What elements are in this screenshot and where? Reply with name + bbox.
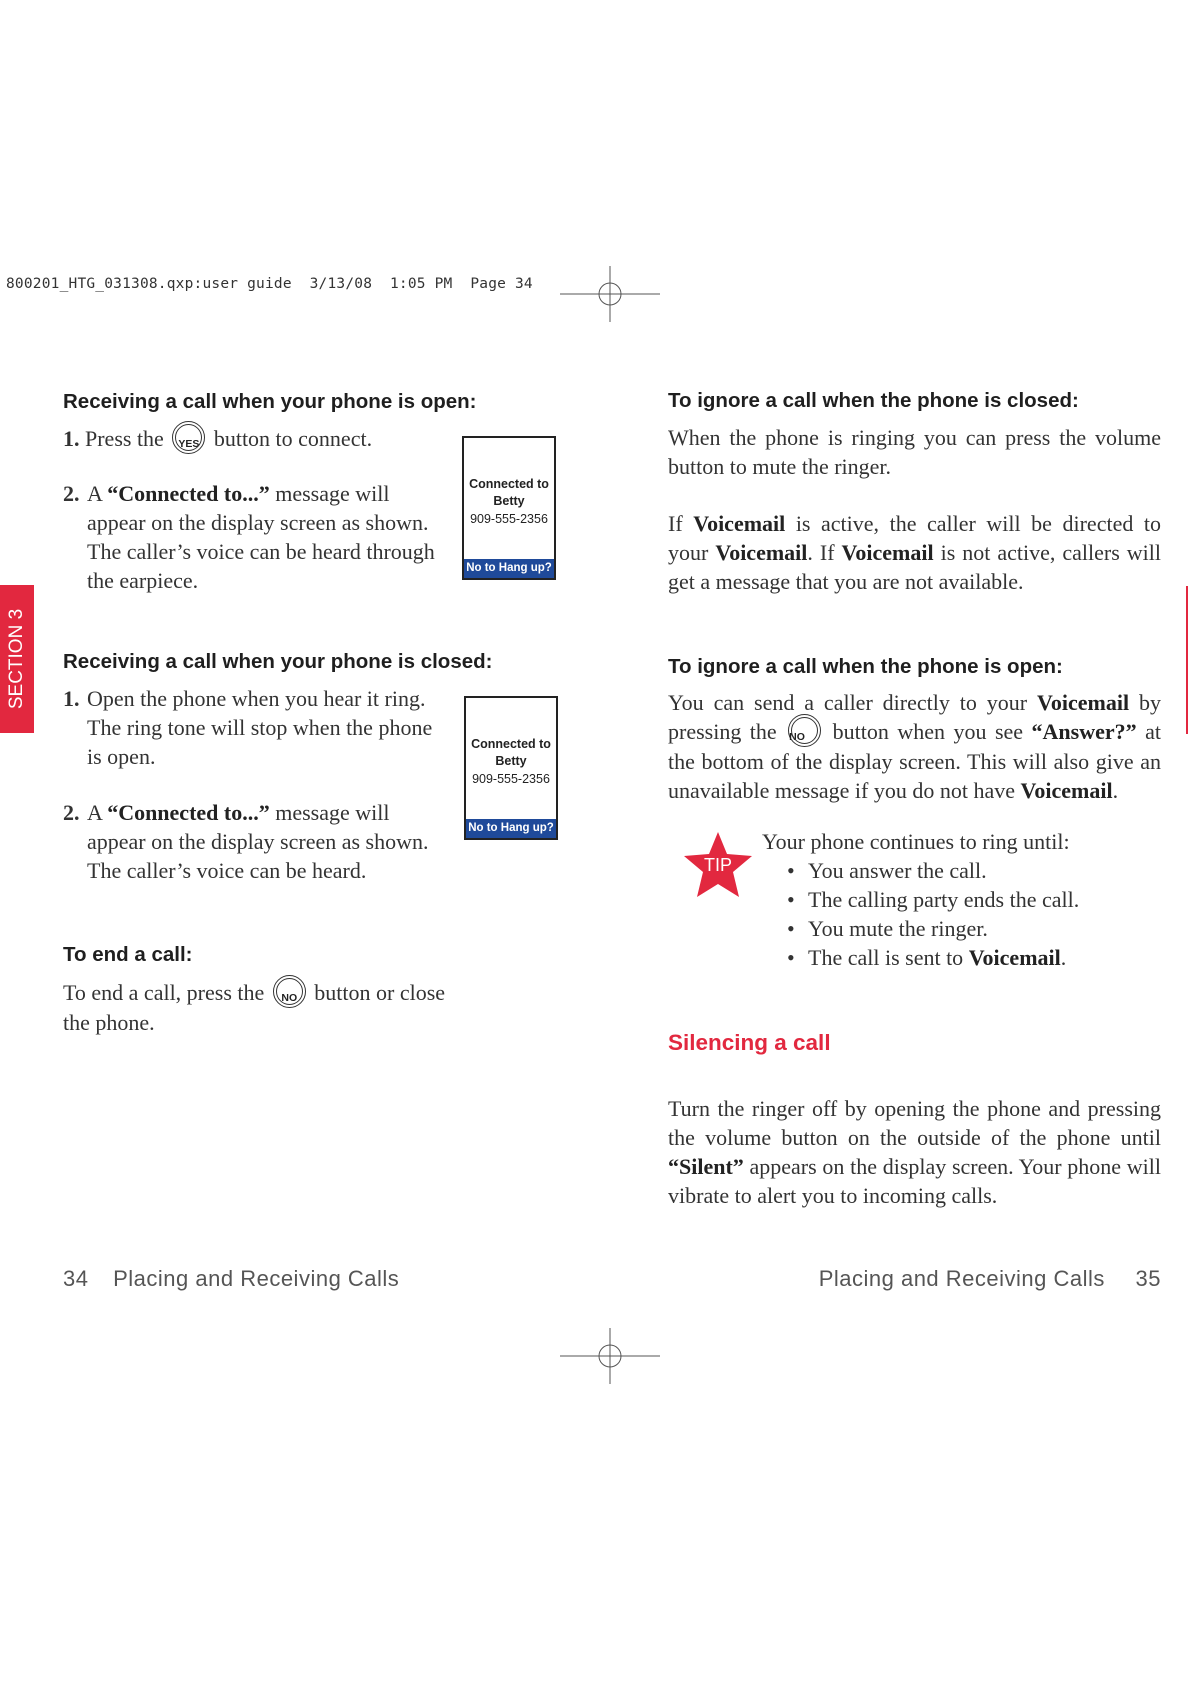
edge-rule <box>1186 586 1188 734</box>
list-item: • You mute the ringer. <box>784 914 1162 943</box>
closed-step-1: 1. Open the phone when you hear it ring. The ring tone will stop when the phone is open. <box>63 686 433 769</box>
no-button-icon: NO <box>788 714 821 747</box>
heading-receive-closed: Receiving a call when your phone is closed: <box>63 650 493 673</box>
tip-box <box>762 827 1162 972</box>
heading-receive-open: Receiving a call when your phone is open: <box>63 390 477 413</box>
footer-left <box>63 1266 399 1292</box>
open-step-2: 2. A “Connected to...” message will appear on the display screen as shown. The caller’s voice can be heard through the earpiece. <box>63 481 435 593</box>
footer-title-left: Placing and Receiving Calls <box>113 1266 400 1291</box>
footer-right <box>819 1266 1161 1292</box>
tip-badge-label: TIP <box>703 855 732 875</box>
list-item: • The call is sent to Voicemail. <box>784 943 1162 972</box>
end-call-text: To end a call, press the NO button or close the phone. <box>63 978 473 1037</box>
heading-silencing: Silencing a call <box>668 1030 831 1055</box>
list-item: • The calling party ends the call. <box>784 885 1162 914</box>
no-button-icon: NO <box>273 975 306 1008</box>
step-number: 1. <box>63 426 80 451</box>
crop-mark-bottom <box>560 1328 660 1384</box>
heading-end-call: To end a call: <box>63 943 193 966</box>
open-step-1: 1. Press the YES button to connect. <box>63 424 483 454</box>
screen-softkey-bar: No to Hang up? <box>464 559 554 578</box>
section-tab-label: SECTION 3 <box>6 608 27 710</box>
tip-intro: Your phone continues to ring until: <box>762 829 1070 854</box>
connected-to-label: “Connected to...” <box>107 481 270 506</box>
ignore-closed-p2: If Voicemail is active, the caller will be directed to your Voicemail. If Voicemail is not active, callers will get a message that you are not available. <box>668 511 1162 594</box>
closed-step-2: 2. A “Connected to...” message will appear on the display screen as shown. The caller’s voice can be heard. <box>63 800 429 883</box>
page-number-left: 34 <box>63 1266 89 1291</box>
heading-ignore-open: To ignore a call when the phone is open: <box>668 655 1063 678</box>
ignore-closed-p1: When the phone is ringing you can press the volume button to mute the ringer. <box>668 425 1161 479</box>
crop-mark-top <box>560 266 660 322</box>
tip-list <box>784 856 1162 972</box>
ignore-open-text: You can send a caller directly to your Voicemail by pressing the NO button when you see “Answer?” at the bottom of the display screen. This will also give an unavailable message if you do not have Voicemail. <box>668 690 1162 804</box>
silencing-text: Turn the ringer off by opening the phone and pressing the volume button on the outside of the phone until “Silent” appears on the display screen. Your phone will vibrate to alert you to incoming calls. <box>668 1096 1161 1208</box>
yes-button-icon: YES <box>172 421 205 454</box>
page-number-right: 35 <box>1135 1266 1161 1291</box>
print-slug: 800201_HTG_031308.qxp:user guide 3/13/08 1:05 PM Page 34 <box>6 276 533 292</box>
section-tab <box>0 585 34 733</box>
phone-screen-open: Connected to Betty 909-555-2356 No to Hang up? <box>462 436 556 580</box>
footer-title-right: Placing and Receiving Calls <box>818 1266 1105 1291</box>
list-item: • You answer the call. <box>784 856 1162 885</box>
screen-softkey-bar: No to Hang up? <box>466 819 556 838</box>
phone-screen-closed: Connected to Betty 909-555-2356 No to Hang up? <box>464 696 558 840</box>
heading-ignore-closed: To ignore a call when the phone is closed: <box>668 389 1079 412</box>
